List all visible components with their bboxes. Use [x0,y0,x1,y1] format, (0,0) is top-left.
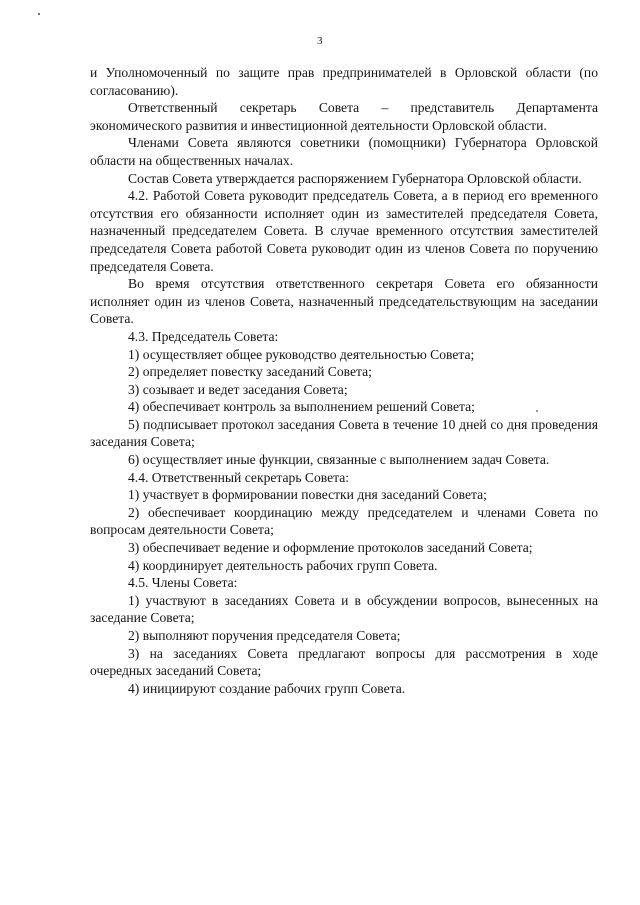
list-item: 5) подписывает протокол заседания Совета в течение 10 дней со дня проведения заседания Совета; [90,416,598,450]
list-item: 4) обеспечивает контроль за выполнением решений Совета; [128,399,475,415]
list-item: 2) обеспечивает координацию между председателем и членами Совета по вопросам деятельности Совета; [90,504,598,538]
section-heading: 4.5. Члены Совета: [128,575,238,591]
paragraph: 4.2. Работой Совета руководит председатель Совета, а в период его временного отсутствия его обязанности исполняет один из заместителей председателя Совета, назначенный председателем Совета. В случае временного отсутствия заместителей председателя Совета работой Совета руководит один из членов Совета по поручению председателя Совета. [90,188,598,274]
page-number: 3 [317,35,323,47]
paragraph: Во время отсутствия ответственного секретаря Совета его обязанности исполняет один из членов Совета, назначенный председательствующим на заседании Совета. [90,276,598,327]
list-item: 3) на заседаниях Совета предлагают вопросы для рассмотрения в ходе очередных заседаний Совета; [90,645,598,679]
paragraph: и Уполномоченный по защите прав предпринимателей в Орловской области (по согласованию). [90,65,598,98]
list-item: 1) осуществляет общее руководство деятельностью Совета; [128,346,475,362]
list-item: 2) определяет повестку заседаний Совета; [128,364,372,380]
section-heading: 4.4. Ответственный секретарь Совета: [128,469,350,485]
section-heading: 4.3. Председатель Совета: [128,328,279,344]
scan-speck [38,13,40,15]
list-item: 2) выполняют поручения председателя Совета; [128,628,401,643]
paragraph: Состав Совета утверждается распоряжением Губернатора Орловской области. [128,170,582,186]
list-item: 1) участвует в формировании повестки дня заседаний Совета; [128,487,487,503]
document-body [90,64,598,697]
list-item: 4) координирует деятельность рабочих групп Совета. [128,557,438,573]
list-item: 3) созывает и ведет заседания Совета; [128,381,348,397]
paragraph: Ответственный секретарь Совета – представитель Департамента экономического развития и инвестиционной деятельности Орловской области. [90,100,598,133]
list-item: 6) осуществляет иные функции, связанные с выполнением задач Совета. [128,452,550,468]
list-item: 4) инициируют создание рабочих групп Совета. [128,680,406,696]
list-item: 1) участвуют в заседаниях Совета и в обсуждении вопросов, вынесенных на заседание Совета; [90,592,598,626]
paragraph: Членами Совета являются советники (помощники) Губернатора Орловской области на общественных началах. [90,135,598,168]
list-item: 3) обеспечивает ведение и оформление протоколов заседаний Совета; [128,540,533,556]
